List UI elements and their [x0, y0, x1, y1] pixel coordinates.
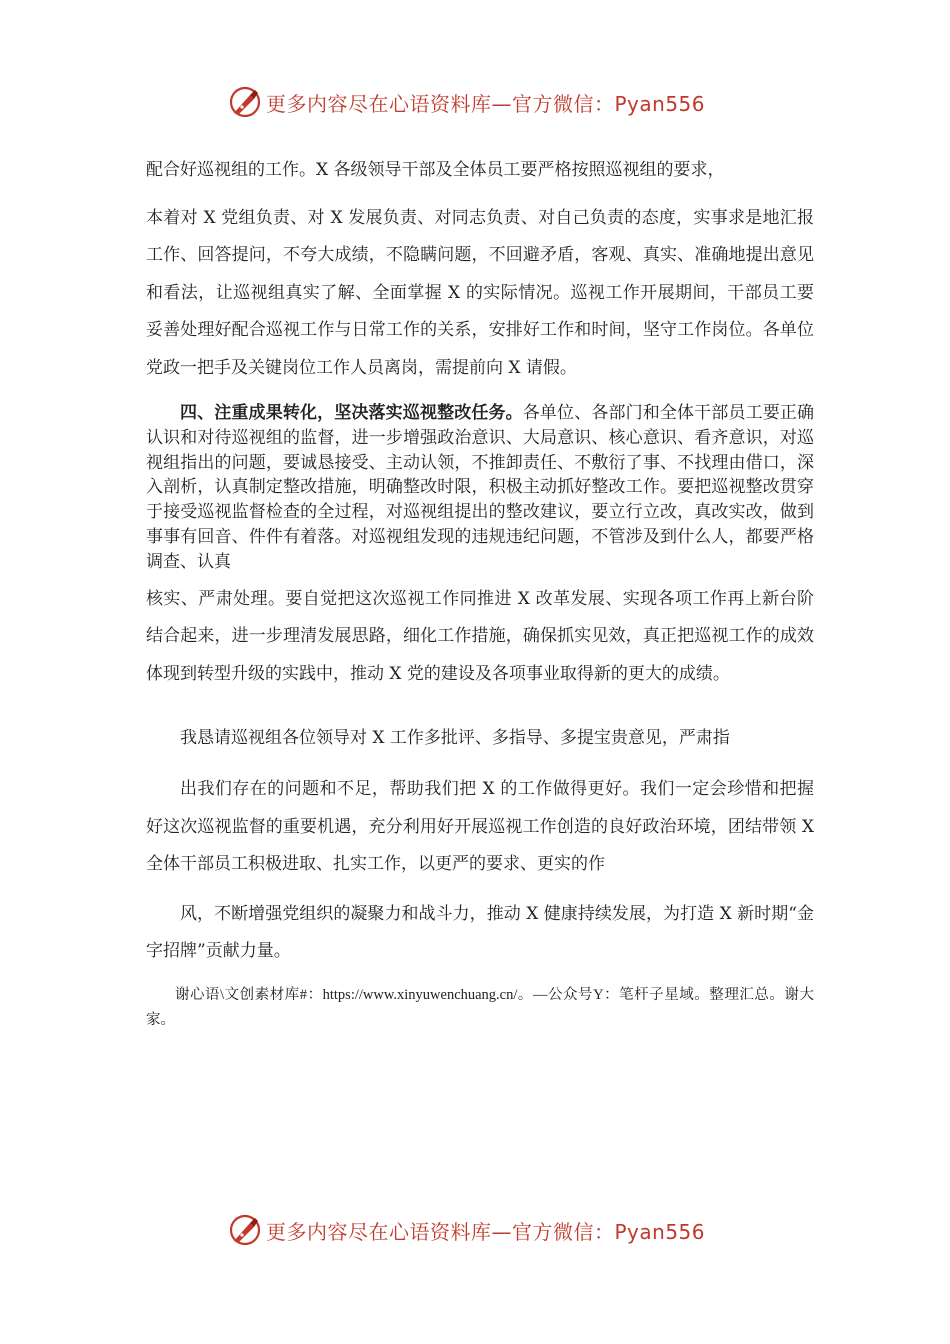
- footer-banner: [228, 1212, 728, 1248]
- p3-middle: 出我们存在的问题和不足，帮助我们把 X 的工作做得更好。我们一定会珍惜和把握好这次巡视监督的重要机遇，充分利用好开展巡视工作创造的良好政治环境，团结带领 X 全体干部员工积极进取、扎实工作，以更严的要求、更实的作: [146, 779, 814, 875]
- paragraph-rectification: [146, 401, 814, 693]
- document-body: [146, 152, 814, 1033]
- p2-body: 各单位、各部门和全体干部员工要正确认识和对待巡视组的监督，进一步增强政治意识、大局意识、核心意识、看齐意识，对巡视组指出的问题，要诚恳接受、主动认领，不推卸责任、不敷衍了事、不找理由借口，深入剖析，认真制定整改措施，明确整改时限，积极主动抓好整改工作。要把巡视整改贯穿于接受巡视监督检查的全过程，对巡视组提出的整改建议，要立行立改，真改实改，做到事事有回音、件件有着落。对巡视组发现的违规违纪问题，不管涉及到什么人，都要严格调查、认真: [146, 403, 815, 572]
- p3-tail: 风，不断增强党组织的凝聚力和战斗力，推动 X 健康持续发展，为打造 X 新时期“金字招牌”贡献力量。: [146, 903, 814, 962]
- source-note: 谢心语\文创素材库#：https://www.xinyuwenchuang.cn/。—公众号Y：笔杆子星域。整理汇总。谢大家。: [146, 986, 814, 1028]
- pen-nib-logo-icon: [228, 85, 262, 119]
- paragraph-cooperation: [146, 152, 814, 387]
- pen-nib-logo-icon: [228, 1213, 262, 1247]
- banner-text: 更多内容尽在心语资料库—官方微信：Pyan556: [266, 1219, 706, 1244]
- p2-tail: 核实、严肃处理。要自觉把这次巡视工作同推进 X 改革发展、实现各项工作再上新台阶结合起来，进一步理清发展思路，细化工作措施，确保抓实见效，真正把巡视工作的成效体现到转型升级的实践中，推动 X 党的建设及各项事业取得新的更大的成绩。: [146, 588, 814, 684]
- p3-first-line: 我恳请巡视组各位领导对 X 工作多批评、多指导、多提宝贵意见，严肃指: [180, 728, 730, 749]
- paragraph-closing: [146, 713, 814, 763]
- paragraph-closing-continued: [146, 771, 814, 884]
- p1-first-line: 配合好巡视组的工作。X 各级领导干部及全体员工要严格按照巡视组的要求，: [146, 160, 725, 180]
- p1-rest: 本着对 X 党组负责、对 X 发展负责、对同志负责、对自己负责的态度，实事求是地汇报工作、回答提问，不夸大成绩，不隐瞒问题，不回避矛盾，客观、真实、准确地提出意见和看法，让巡视组真实了解、全面掌握 X 的实际情况。巡视工作开展期间，干部员工要妥善处理好配合巡视工作与日常工作的关系，安排好工作和时间，坚守工作岗位。各单位党政一把手及关键岗位工作人员离岗，需提前向 X 请假。: [146, 207, 814, 378]
- section-heading-four: 四、注重成果转化，坚决落实巡视整改任务。: [180, 403, 523, 423]
- banner-text: 更多内容尽在心语资料库—官方微信：Pyan556: [266, 91, 706, 116]
- header-banner: [228, 84, 728, 120]
- paragraph-closing-end: [146, 896, 814, 971]
